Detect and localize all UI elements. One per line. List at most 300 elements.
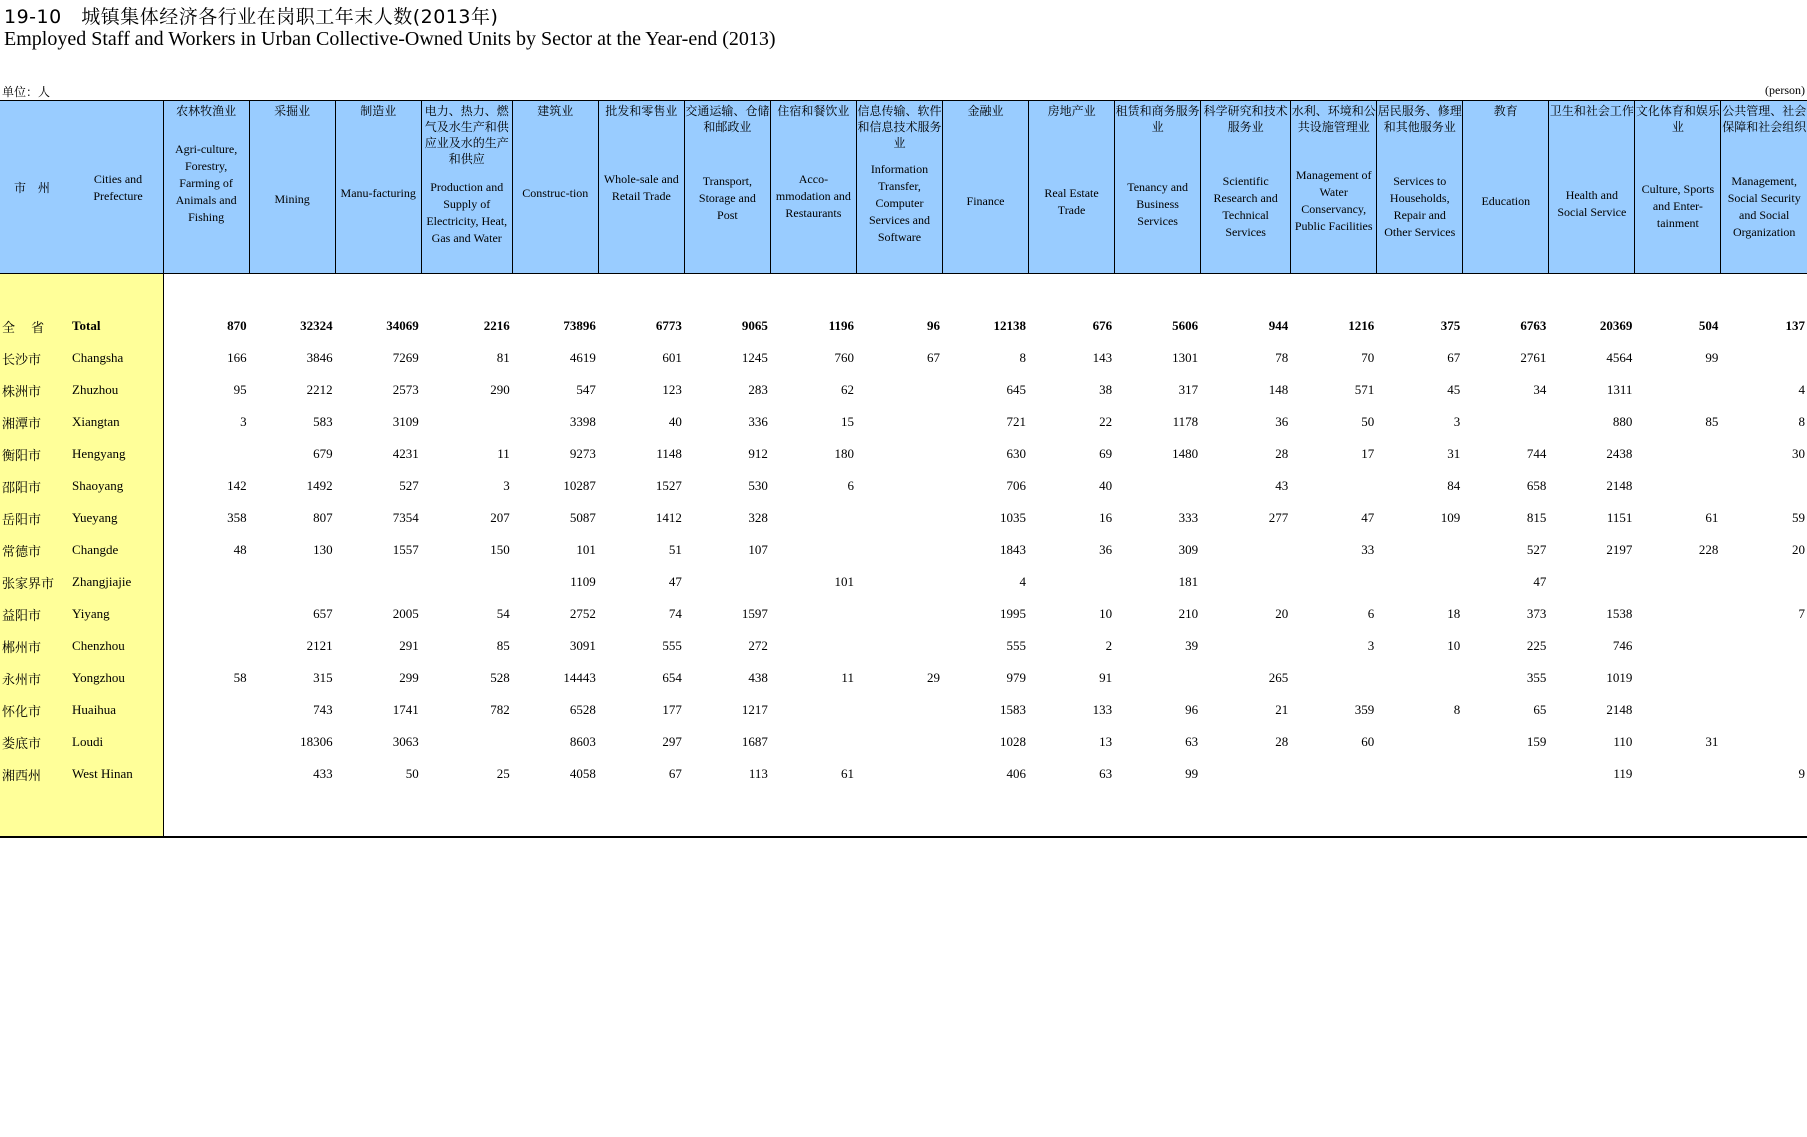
column-header-zh: 教育 bbox=[1493, 104, 1518, 118]
table-cell: 63 bbox=[1185, 734, 1199, 749]
table-bottom-border bbox=[0, 790, 1807, 837]
table-cell: 706 bbox=[1006, 478, 1027, 493]
column-header bbox=[1463, 101, 1549, 274]
page-title-zh: 19-10 城镇集体经济各行业在岗职工年末人数(2013年) bbox=[4, 6, 499, 28]
page-title-en: Employed Staff and Workers in Urban Collective-Owned Units by Sector at the Year-end (2013) bbox=[4, 28, 776, 50]
table-cell: 110 bbox=[1613, 734, 1633, 749]
table-cell: 744 bbox=[1526, 446, 1547, 461]
row-label-zh: 株洲市 bbox=[0, 374, 62, 406]
table-cell: 3063 bbox=[392, 734, 419, 749]
table-cell bbox=[1635, 758, 1721, 790]
table-cell: 137 bbox=[1785, 318, 1805, 333]
table-cell: 2148 bbox=[1606, 478, 1633, 493]
table-row bbox=[0, 342, 1807, 374]
column-header-zh: 房地产业 bbox=[1047, 104, 1096, 118]
table-cell: 333 bbox=[1178, 510, 1199, 525]
table-cell bbox=[1635, 694, 1721, 726]
row-label-zh: 张家界市 bbox=[0, 566, 62, 598]
table-cell: 9273 bbox=[569, 446, 596, 461]
table-cell: 283 bbox=[748, 382, 768, 397]
table-cell bbox=[1029, 566, 1115, 598]
column-header-zh: 金融业 bbox=[967, 104, 1004, 118]
table-cell: 10 bbox=[1099, 606, 1113, 621]
table-cell: 39 bbox=[1185, 638, 1199, 653]
table-cell: 33 bbox=[1361, 542, 1375, 557]
table-cell: 291 bbox=[399, 638, 419, 653]
table-cell: 17 bbox=[1361, 446, 1375, 461]
row-label-zh: 怀化市 bbox=[0, 694, 62, 726]
table-cell: 73896 bbox=[563, 318, 596, 333]
table-cell: 228 bbox=[1698, 542, 1719, 557]
column-header-en: Health and Social Service bbox=[1557, 188, 1627, 219]
table-cell: 36 bbox=[1275, 414, 1289, 429]
table-cell: 38 bbox=[1099, 382, 1113, 397]
table-cell: 1311 bbox=[1606, 382, 1633, 397]
table-cell: 91 bbox=[1099, 670, 1113, 685]
table-row bbox=[0, 598, 1807, 630]
table-cell: 336 bbox=[748, 414, 768, 429]
table-cell: 358 bbox=[227, 510, 247, 525]
table-cell: 3846 bbox=[306, 350, 333, 365]
table-cell: 3 bbox=[1453, 414, 1461, 429]
row-label-zh: 益阳市 bbox=[0, 598, 62, 630]
column-header-en: Production and Supply of Electricity, Heat, Gas and Water bbox=[426, 180, 508, 245]
table-cell bbox=[856, 374, 942, 406]
table-cell: 317 bbox=[1178, 382, 1199, 397]
table-cell: 20369 bbox=[1599, 318, 1633, 333]
table-cell bbox=[1721, 662, 1807, 694]
table-cell: 43 bbox=[1275, 478, 1289, 493]
table-cell: 32324 bbox=[300, 318, 333, 333]
column-header-zh: 科学研究和技术服务业 bbox=[1203, 104, 1288, 134]
table-cell: 5606 bbox=[1172, 318, 1199, 333]
table-cell bbox=[856, 470, 942, 502]
table-cell bbox=[856, 694, 942, 726]
table-cell: 11 bbox=[841, 670, 854, 685]
table-cell bbox=[856, 726, 942, 758]
table-cell: 50 bbox=[1361, 414, 1375, 429]
table-cell: 1148 bbox=[656, 446, 682, 461]
table-cell: 676 bbox=[1092, 318, 1113, 333]
table-cell: 113 bbox=[748, 766, 768, 781]
table-cell: 166 bbox=[227, 350, 247, 365]
table-cell: 406 bbox=[1006, 766, 1027, 781]
table-cell: 4231 bbox=[392, 446, 419, 461]
column-header-en: Manu-facturing bbox=[340, 186, 416, 200]
table-cell: 54 bbox=[496, 606, 510, 621]
column-header bbox=[163, 101, 249, 274]
column-header-zh: 信息传输、软件和信息技术服务业 bbox=[857, 104, 942, 150]
column-header-en: Management, Social Security and Social Organization bbox=[1727, 174, 1801, 239]
table-cell: 654 bbox=[662, 670, 682, 685]
table-cell: 1492 bbox=[306, 478, 333, 493]
table-cell bbox=[163, 598, 249, 630]
table-cell: 1687 bbox=[741, 734, 768, 749]
table-cell: 3 bbox=[1367, 638, 1375, 653]
table-row bbox=[0, 662, 1807, 694]
table-cell: 40 bbox=[1099, 478, 1113, 493]
table-cell: 31 bbox=[1447, 446, 1461, 461]
table-cell: 583 bbox=[313, 414, 333, 429]
table-cell bbox=[163, 566, 249, 598]
table-cell bbox=[1115, 662, 1201, 694]
table-cell: 159 bbox=[1526, 734, 1547, 749]
table-cell: 16 bbox=[1099, 510, 1113, 525]
table-cell bbox=[1115, 470, 1201, 502]
table-cell: 9 bbox=[1798, 766, 1805, 781]
table-cell: 47 bbox=[1361, 510, 1375, 525]
table-cell: 18306 bbox=[300, 734, 333, 749]
table-cell: 58 bbox=[233, 670, 247, 685]
table-cell: 101 bbox=[576, 542, 596, 557]
header-row bbox=[0, 101, 1807, 274]
table-cell: 101 bbox=[834, 574, 854, 589]
table-cell: 7 bbox=[1798, 606, 1805, 621]
column-header-zh: 电力、热力、燃气及水生产和供应业及水的生产和供应 bbox=[424, 104, 509, 166]
table-cell: 150 bbox=[490, 542, 510, 557]
header-city-zh: 市 州 bbox=[14, 181, 54, 195]
table-cell: 8 bbox=[1019, 350, 1027, 365]
table-cell: 1196 bbox=[828, 318, 854, 333]
table-cell bbox=[770, 502, 856, 534]
table-cell: 62 bbox=[840, 382, 854, 397]
table-cell: 7354 bbox=[392, 510, 419, 525]
table-cell: 2438 bbox=[1606, 446, 1633, 461]
row-label-en: Zhangjiajie bbox=[62, 566, 163, 598]
table-cell: 2573 bbox=[392, 382, 419, 397]
table-cell bbox=[1201, 534, 1291, 566]
table-cell bbox=[421, 726, 512, 758]
table-cell: 657 bbox=[313, 606, 333, 621]
table-cell: 527 bbox=[399, 478, 419, 493]
column-header bbox=[856, 101, 942, 274]
table-cell: 504 bbox=[1698, 318, 1719, 333]
table-cell bbox=[856, 502, 942, 534]
column-header bbox=[512, 101, 598, 274]
table-cell: 4619 bbox=[569, 350, 596, 365]
table-cell: 12138 bbox=[993, 318, 1027, 333]
table-cell bbox=[1201, 758, 1291, 790]
table-cell: 67 bbox=[927, 350, 940, 365]
table-cell: 95 bbox=[233, 382, 247, 397]
column-header-en: Finance bbox=[966, 194, 1005, 208]
table-cell bbox=[1377, 534, 1463, 566]
row-label-zh: 岳阳市 bbox=[0, 502, 62, 534]
table-cell: 22 bbox=[1099, 414, 1113, 429]
table-cell bbox=[1549, 566, 1635, 598]
table-cell: 50 bbox=[405, 766, 419, 781]
table-cell bbox=[1291, 566, 1377, 598]
table-cell bbox=[1201, 566, 1291, 598]
table-cell bbox=[163, 438, 249, 470]
table-cell: 225 bbox=[1526, 638, 1547, 653]
unit-label-en: (person) bbox=[1765, 83, 1805, 97]
table-cell: 61 bbox=[1705, 510, 1719, 525]
table-cell bbox=[1377, 662, 1463, 694]
table-cell: 1217 bbox=[741, 702, 768, 717]
table-cell: 1843 bbox=[1000, 542, 1027, 557]
column-header-zh: 农林牧渔业 bbox=[176, 104, 237, 118]
table-cell: 1597 bbox=[741, 606, 768, 621]
table-cell: 6773 bbox=[655, 318, 682, 333]
row-label-en: Total bbox=[62, 310, 163, 342]
table-cell: 25 bbox=[496, 766, 510, 781]
column-header-zh: 水利、环境和公共设施管理业 bbox=[1291, 104, 1376, 134]
column-header-zh: 住宿和餐饮业 bbox=[777, 104, 850, 118]
row-label-en: Chenzhou bbox=[62, 630, 163, 662]
table-cell bbox=[1291, 470, 1377, 502]
table-cell: 6 bbox=[1367, 606, 1375, 621]
column-header-en: Agri-culture, Forestry, Farming of Animals and Fishing bbox=[174, 142, 238, 224]
row-label-en: West Hinan bbox=[62, 758, 163, 790]
column-header-zh: 制造业 bbox=[360, 104, 397, 118]
table-cell: 438 bbox=[748, 670, 768, 685]
table-cell: 133 bbox=[1092, 702, 1113, 717]
table-cell: 40 bbox=[668, 414, 682, 429]
table-cell: 67 bbox=[668, 766, 682, 781]
row-label-zh: 长沙市 bbox=[0, 342, 62, 374]
table-row bbox=[0, 374, 1807, 406]
table-cell: 99 bbox=[1185, 766, 1199, 781]
table-cell: 721 bbox=[1006, 414, 1027, 429]
table-cell: 3398 bbox=[569, 414, 596, 429]
table-cell: 2 bbox=[1105, 638, 1113, 653]
row-label-zh: 湘潭市 bbox=[0, 406, 62, 438]
column-header bbox=[1201, 101, 1291, 274]
table-cell: 1741 bbox=[392, 702, 419, 717]
table-cell: 107 bbox=[748, 542, 768, 557]
table-cell: 1035 bbox=[1000, 510, 1027, 525]
table-cell bbox=[770, 630, 856, 662]
table-cell bbox=[856, 630, 942, 662]
table-cell bbox=[1721, 630, 1807, 662]
table-cell: 15 bbox=[840, 414, 854, 429]
table-cell: 51 bbox=[668, 542, 682, 557]
table-cell: 31 bbox=[1705, 734, 1719, 749]
table-cell bbox=[770, 726, 856, 758]
table-cell: 181 bbox=[1178, 574, 1199, 589]
row-label-zh: 衡阳市 bbox=[0, 438, 62, 470]
table-cell: 47 bbox=[668, 574, 682, 589]
table-cell: 746 bbox=[1612, 638, 1633, 653]
table-cell: 272 bbox=[748, 638, 768, 653]
column-header bbox=[1291, 101, 1377, 274]
column-header bbox=[684, 101, 770, 274]
table-cell: 6528 bbox=[569, 702, 596, 717]
table-cell: 4058 bbox=[569, 766, 596, 781]
table-cell: 18 bbox=[1447, 606, 1461, 621]
table-cell: 65 bbox=[1533, 702, 1547, 717]
table-cell: 1151 bbox=[1606, 510, 1633, 525]
table-cell: 299 bbox=[399, 670, 419, 685]
table-cell: 84 bbox=[1447, 478, 1461, 493]
column-header-zh: 公共管理、社会保障和社会组织 bbox=[1722, 104, 1807, 134]
column-header-zh: 交通运输、仓储和邮政业 bbox=[685, 104, 770, 134]
table-cell: 2212 bbox=[306, 382, 333, 397]
table-cell: 81 bbox=[496, 350, 510, 365]
table-row bbox=[0, 502, 1807, 534]
table-cell: 547 bbox=[576, 382, 596, 397]
table-cell bbox=[1635, 598, 1721, 630]
table-cell bbox=[770, 534, 856, 566]
table-cell: 297 bbox=[662, 734, 682, 749]
table-cell: 359 bbox=[1354, 702, 1375, 717]
table-cell: 3109 bbox=[392, 414, 419, 429]
table-cell: 119 bbox=[1613, 766, 1633, 781]
table-cell: 3091 bbox=[569, 638, 596, 653]
row-label-en: Changde bbox=[62, 534, 163, 566]
table-cell: 10 bbox=[1447, 638, 1461, 653]
table-cell bbox=[335, 566, 421, 598]
table-cell: 21 bbox=[1275, 702, 1289, 717]
table-cell: 743 bbox=[313, 702, 333, 717]
column-header bbox=[1549, 101, 1635, 274]
table-row bbox=[0, 406, 1807, 438]
table-cell bbox=[1635, 630, 1721, 662]
row-label-zh: 永州市 bbox=[0, 662, 62, 694]
table-cell: 14443 bbox=[563, 670, 596, 685]
table-cell bbox=[1377, 758, 1463, 790]
table-cell: 4 bbox=[1019, 574, 1027, 589]
column-header-en: Scientific Research and Technical Services bbox=[1213, 174, 1278, 239]
table-cell bbox=[684, 566, 770, 598]
column-header bbox=[1115, 101, 1201, 274]
table-cell: 355 bbox=[1526, 670, 1547, 685]
row-label-en: Loudi bbox=[62, 726, 163, 758]
table-cell: 60 bbox=[1361, 734, 1375, 749]
table-cell bbox=[1377, 566, 1463, 598]
table-cell: 74 bbox=[668, 606, 682, 621]
table-cell: 290 bbox=[490, 382, 510, 397]
table-cell: 11 bbox=[497, 446, 510, 461]
table-row bbox=[0, 534, 1807, 566]
table-cell: 109 bbox=[1440, 510, 1461, 525]
table-cell: 45 bbox=[1447, 382, 1461, 397]
row-label-zh: 娄底市 bbox=[0, 726, 62, 758]
table-cell: 78 bbox=[1275, 350, 1289, 365]
table-cell: 1178 bbox=[1172, 414, 1199, 429]
table-cell: 2216 bbox=[483, 318, 510, 333]
table-cell: 67 bbox=[1447, 350, 1461, 365]
table-cell: 85 bbox=[496, 638, 510, 653]
column-header bbox=[421, 101, 512, 274]
column-header bbox=[1029, 101, 1115, 274]
table-row bbox=[0, 630, 1807, 662]
table-cell: 979 bbox=[1006, 670, 1027, 685]
column-header-en: Education bbox=[1481, 194, 1531, 208]
table-cell: 880 bbox=[1612, 414, 1633, 429]
table-cell bbox=[1377, 726, 1463, 758]
spacer-row bbox=[0, 274, 1807, 311]
table-cell: 373 bbox=[1526, 606, 1547, 621]
table-cell bbox=[1721, 470, 1807, 502]
table-cell: 277 bbox=[1268, 510, 1289, 525]
table-cell: 9065 bbox=[741, 318, 768, 333]
row-label-en: Zhuzhou bbox=[62, 374, 163, 406]
table-row bbox=[0, 758, 1807, 790]
table-cell: 807 bbox=[313, 510, 333, 525]
table-cell: 2197 bbox=[1606, 542, 1633, 557]
row-label-en: Shaoyang bbox=[62, 470, 163, 502]
column-header-en: Services to Households, Repair and Other Services bbox=[1384, 174, 1456, 239]
table-cell bbox=[249, 566, 335, 598]
column-header-en: Management of Water Conservancy, Public Facilities bbox=[1294, 168, 1373, 233]
table-cell: 571 bbox=[1354, 382, 1375, 397]
table-cell bbox=[1635, 566, 1721, 598]
table-cell: 63 bbox=[1099, 766, 1113, 781]
table-cell: 912 bbox=[748, 446, 768, 461]
table-cell: 210 bbox=[1178, 606, 1199, 621]
table-cell: 207 bbox=[490, 510, 510, 525]
table-cell: 59 bbox=[1792, 510, 1805, 525]
table-cell: 2121 bbox=[306, 638, 333, 653]
column-header bbox=[943, 101, 1029, 274]
table-row bbox=[0, 470, 1807, 502]
column-header-en: Whole-sale and Retail Trade bbox=[603, 172, 679, 203]
column-header-en: Tenancy and Business Services bbox=[1127, 180, 1189, 228]
table-cell bbox=[1463, 758, 1549, 790]
row-label-zh: 全 省 bbox=[0, 310, 62, 342]
column-header-en: Real Estate Trade bbox=[1044, 186, 1099, 217]
table-cell: 8 bbox=[1798, 414, 1805, 429]
row-label-zh: 湘西州 bbox=[0, 758, 62, 790]
table-cell: 658 bbox=[1526, 478, 1547, 493]
table-cell: 2752 bbox=[569, 606, 596, 621]
table-cell: 8603 bbox=[569, 734, 596, 749]
table-cell: 2761 bbox=[1520, 350, 1547, 365]
table-cell: 1557 bbox=[392, 542, 419, 557]
table-cell bbox=[1291, 662, 1377, 694]
table-cell: 309 bbox=[1178, 542, 1199, 557]
row-label-zh: 邵阳市 bbox=[0, 470, 62, 502]
data-table bbox=[0, 100, 1807, 838]
table-cell: 760 bbox=[834, 350, 854, 365]
table-cell: 20 bbox=[1792, 542, 1805, 557]
table-cell: 36 bbox=[1099, 542, 1113, 557]
table-cell bbox=[856, 406, 942, 438]
table-cell: 85 bbox=[1705, 414, 1719, 429]
table-cell: 5087 bbox=[569, 510, 596, 525]
column-header-zh: 文化体育和娱乐业 bbox=[1635, 104, 1720, 134]
table-cell: 96 bbox=[1185, 702, 1199, 717]
column-header bbox=[249, 101, 335, 274]
column-header-en: Information Transfer, Computer Services and Software bbox=[868, 162, 930, 244]
table-cell: 630 bbox=[1006, 446, 1027, 461]
table-cell: 96 bbox=[927, 318, 940, 333]
table-cell: 28 bbox=[1275, 734, 1289, 749]
table-cell bbox=[1721, 566, 1807, 598]
table-row bbox=[0, 694, 1807, 726]
table-cell bbox=[1721, 726, 1807, 758]
table-cell: 1412 bbox=[655, 510, 682, 525]
table-cell: 530 bbox=[748, 478, 768, 493]
row-label-zh: 常德市 bbox=[0, 534, 62, 566]
table-cell: 6 bbox=[847, 478, 854, 493]
table-cell: 34069 bbox=[386, 318, 419, 333]
column-header-zh: 批发和零售业 bbox=[605, 104, 678, 118]
row-label-en: Hengyang bbox=[62, 438, 163, 470]
table-cell: 1028 bbox=[1000, 734, 1027, 749]
table-row bbox=[0, 726, 1807, 758]
table-cell: 601 bbox=[662, 350, 682, 365]
table-cell bbox=[770, 694, 856, 726]
table-cell bbox=[163, 694, 249, 726]
table-cell: 528 bbox=[490, 670, 510, 685]
table-cell: 28 bbox=[1275, 446, 1289, 461]
table-cell: 4 bbox=[1798, 382, 1805, 397]
table-cell: 6763 bbox=[1520, 318, 1547, 333]
table-row bbox=[0, 566, 1807, 598]
